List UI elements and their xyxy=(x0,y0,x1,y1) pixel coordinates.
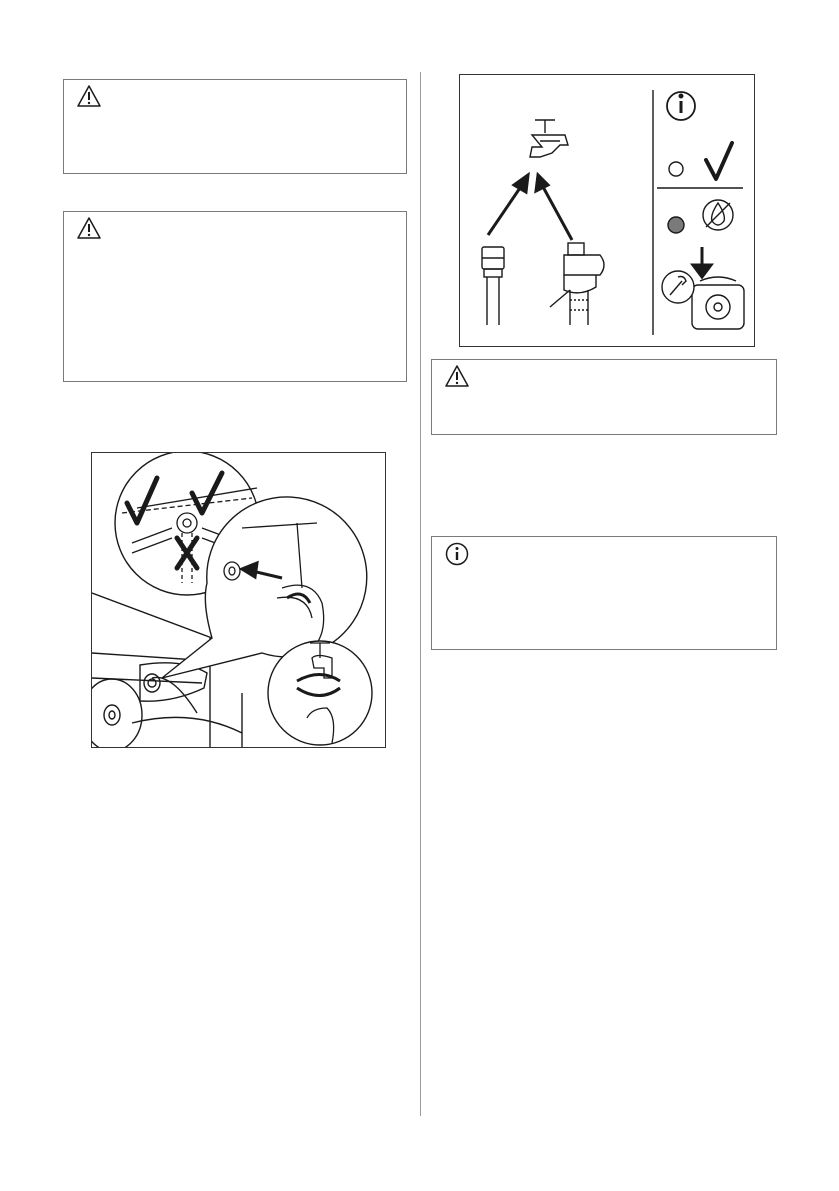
inlet-hose-connection-illustration xyxy=(91,452,386,748)
info-box xyxy=(431,536,777,650)
warning-triangle-icon xyxy=(76,216,102,240)
arrow-up-icon xyxy=(488,175,572,240)
indicator-filled xyxy=(668,217,684,233)
info-circle-icon xyxy=(444,541,470,565)
service-call-icon xyxy=(662,271,744,329)
warning-box-3 xyxy=(431,359,777,435)
arrow-down-icon xyxy=(693,247,711,277)
column-divider xyxy=(420,72,421,1116)
indicator-empty xyxy=(669,162,683,176)
aquastop-connector xyxy=(550,243,604,325)
drum-door xyxy=(92,679,142,747)
water-leak-icon xyxy=(703,200,733,230)
hose-nut xyxy=(482,247,504,325)
water-tap-icon xyxy=(530,120,568,157)
info-circle-icon xyxy=(667,92,695,120)
warning-box-2 xyxy=(63,211,407,382)
warning-triangle-icon xyxy=(76,84,102,108)
water-connector-illustration xyxy=(459,74,755,347)
warning-triangle-icon xyxy=(444,364,470,388)
warning-box-1 xyxy=(63,79,407,174)
check-mark-icon xyxy=(706,143,732,179)
